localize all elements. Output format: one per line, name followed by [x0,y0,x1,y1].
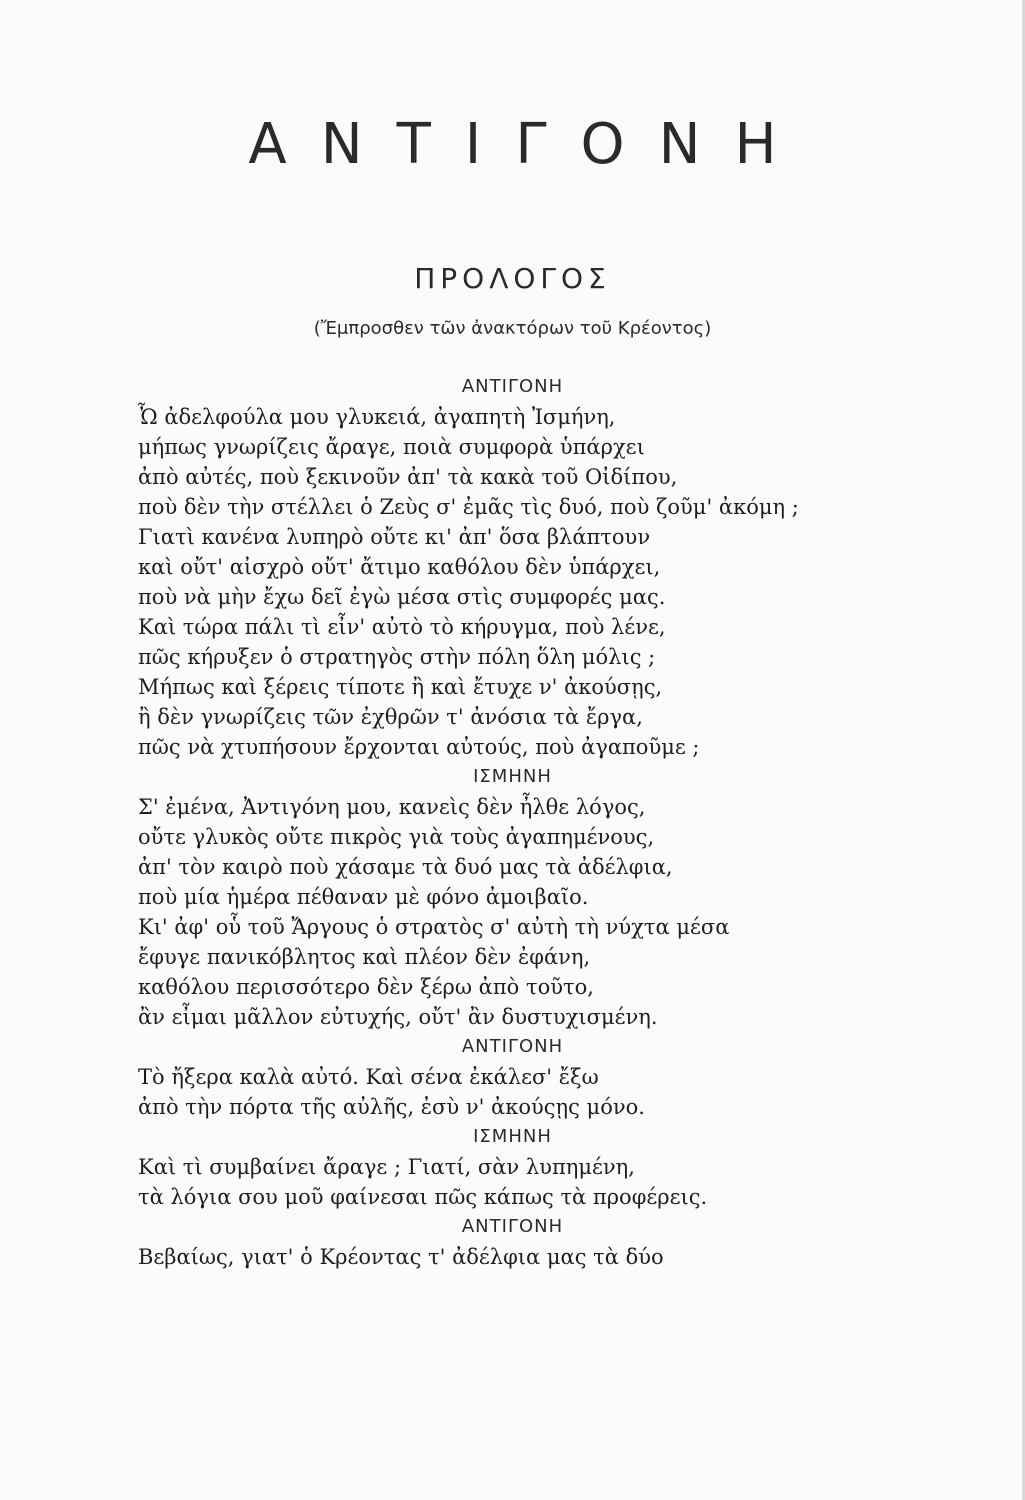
verse-line: ἀπὸ τὴν πόρτα τῆς αὐλῆς, ἐσὺ ν' ἀκούςῃς μόνο. [138,1095,645,1119]
verse-line: ποὺ νὰ μὴν ἔχω δεῖ ἐγὼ μέσα στὶς συμφορές μας. [138,585,666,609]
verse-line: πῶς νὰ χτυπήσουν ἔρχονται αὐτούς, ποὺ ἀγαποῦμε ; [138,735,700,759]
verse-line: τὰ λόγια σου μοῦ φαίνεσαι πῶς κάπως τὰ προφέρεις. [138,1185,708,1209]
verse-line: ἀπ' τὸν καιρὸ ποὺ χάσαμε τὰ δυό μας τὰ ἀδέλφια, [138,855,673,879]
verse-line: μήπως γνωρίζεις ἄραγε, ποιὰ συμφορὰ ὑπάρχει [138,435,645,459]
verse-line: ποὺ μία ἡμέρα πέθαναν μὲ φόνο ἀμοιβαῖο. [138,885,589,909]
verse-line: Γιατὶ κανένα λυπηρὸ οὔτε κι' ἀπ' ὅσα βλάπτουν [138,525,651,549]
verse-line: ἢ δὲν γνωρίζεις τῶν ἐχθρῶν τ' ἀνόσια τὰ ἔργα, [138,705,643,729]
verse-line: Βεβαίως, γιατ' ὁ Κρέοντας τ' ἀδέλφια μας τὰ δύο [138,1245,664,1269]
verse-line: Καὶ τώρα πάλι τὶ εἶν' αὐτὸ τὸ κήρυγμα, ποὺ λένε, [138,615,666,639]
verse-line: Μήπως καὶ ξέρεις τίποτε ἢ καὶ ἔτυχε ν' ἀκούσῃς, [138,675,663,699]
verse-line: Κι' ἀφ' οὗ τοῦ Ἄργους ὁ στρατὸς σ' αὐτὴ τὴ νύχτα μέσα [138,915,730,939]
section-heading: ΠΡΟΛΟΓΟΣ [414,262,611,295]
verse-line: πῶς κήρυξεν ὁ στρατηγὸς στὴν πόλη ὅλη μόλις ; [138,645,656,669]
verse-line: οὔτε γλυκὸς οὔτε πικρὸς γιὰ τοὺς ἀγαπημένους, [138,825,655,849]
verse-line: Σ' ἐμένα, Ἀντιγόνη μου, κανεὶς δὲν ἦλθε λόγος, [138,795,646,819]
verse-line: ἀπὸ αὐτές, ποὺ ξεκινοῦν ἀπ' τὰ κακὰ τοῦ Οἰδίπου, [138,465,678,489]
verse-line: ἔφυγε πανικόβλητος καὶ πλέον δὲν ἐφάνη, [138,945,591,969]
verse-line: Τὸ ἤξερα καλὰ αὐτό. Καὶ σένα ἐκάλεσ' ἔξω [138,1065,599,1089]
play-title: ΑΝΤΙΓΟΝΗ [248,112,811,177]
verse-line: Καὶ τὶ συμβαίνει ἄραγε ; Γιατί, σὰν λυπημένη, [138,1155,635,1179]
speaker-name: ΑΝΤΙΓΟΝΗ [461,1216,564,1237]
verse-line: Ὦ ἀδελφούλα μου γλυκειά, ἀγαπητὴ Ἰσμήνη, [138,405,616,429]
verse-line: καὶ οὔτ' αἰσχρὸ οὔτ' ἄτιμο καθόλου δὲν ὑπάρχει, [138,555,661,579]
verse-line: ποὺ δὲν τὴν στέλλει ὁ Ζεὺς σ' ἐμᾶς τὶς δυό, ποὺ ζοῦμ' ἀκόμη ; [138,495,799,519]
dialogue-block [0,372,1025,1272]
stage-direction: (Ἔμπροσθεν τῶν ἀνακτόρων τοῦ Κρέοντος) [313,318,712,339]
verse-line: ἂν εἶμαι μᾶλλον εὐτυχής, οὔτ' ἂν δυστυχισμένη. [138,1005,658,1029]
speaker-name: ΑΝΤΙΓΟΝΗ [461,1036,564,1057]
speaker-name: ΙΣΜΗΝΗ [473,766,552,787]
speaker-name: ΙΣΜΗΝΗ [473,1126,552,1147]
verse-line: καθόλου περισσότερο δὲν ξέρω ἀπὸ τοῦτο, [138,975,594,999]
speaker-name: ΑΝΤΙΓΟΝΗ [461,376,564,397]
